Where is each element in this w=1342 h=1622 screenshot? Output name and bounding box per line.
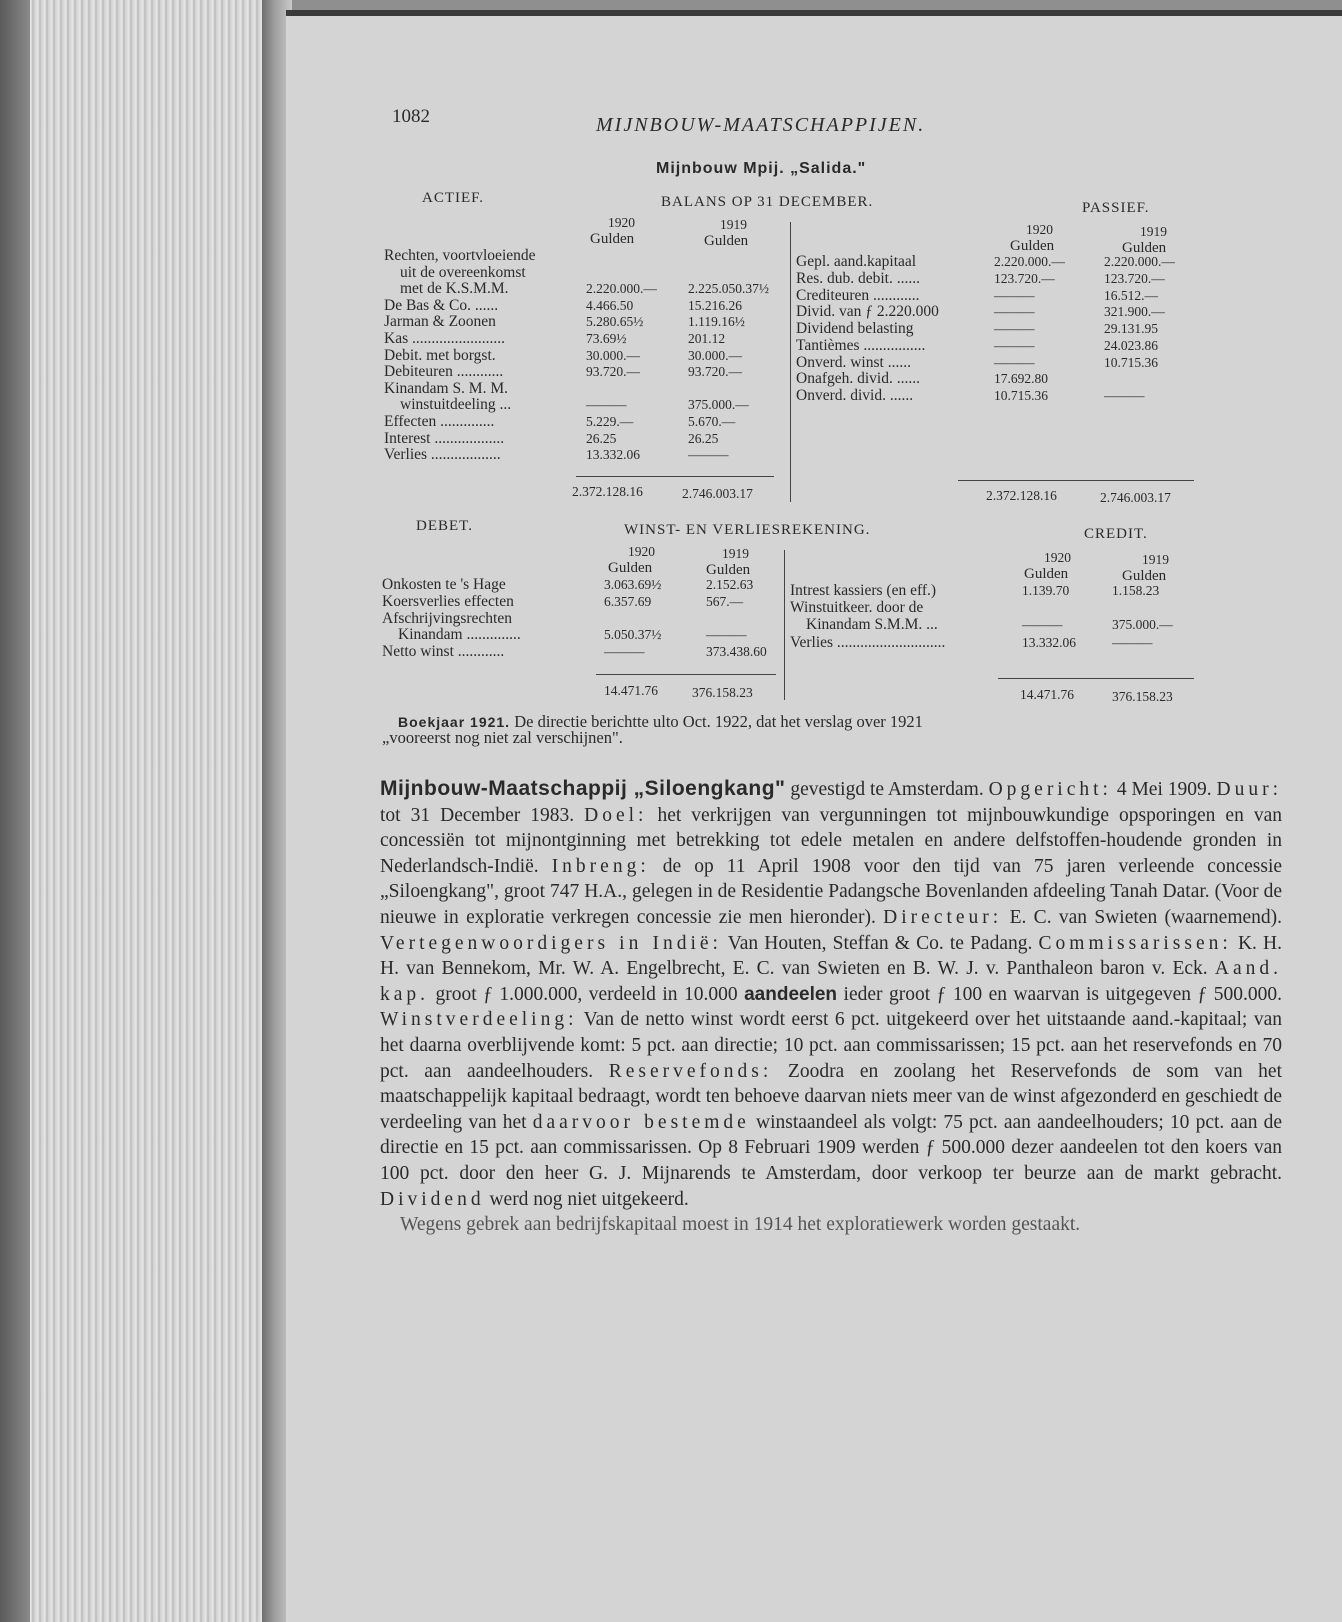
opgericht-label: Opgericht: bbox=[988, 779, 1112, 800]
passief-row-label: Divid. van ƒ 2.220.000 bbox=[796, 303, 939, 321]
siloengkang-article bbox=[380, 776, 1282, 1238]
debet-row-1920: ——— bbox=[604, 644, 645, 660]
passief-row-1919: ——— bbox=[1104, 388, 1145, 403]
commissarissen-value: K. H. H. van Bennekom, Mr. W. A. Engelbrecht, E. C. van Swieten en B. W. J. v. Panthaleon baron v. Eck. bbox=[380, 932, 1283, 980]
commissarissen-label: Commissarissen: bbox=[1038, 932, 1232, 954]
passief-row-label: Onverd. divid. ...... bbox=[796, 387, 914, 404]
passief-year-1920: 1920 bbox=[1026, 222, 1053, 237]
actief-row-label: Debiteuren ............ bbox=[384, 363, 504, 381]
credit-unit-1920: Gulden bbox=[1024, 566, 1069, 582]
doel-label: Doel: bbox=[584, 804, 648, 826]
opgericht-value: 4 Mei 1909. bbox=[1116, 779, 1212, 800]
daarvoor-label: daarvoor bestemde bbox=[532, 1111, 750, 1133]
debet-total-1919: 376.158.23 bbox=[692, 685, 753, 700]
passief-total-1920: 2.372.128.16 bbox=[986, 488, 1057, 503]
vertegenwoordigers-value: Van Houten, Steffan & Co. te Padang. bbox=[727, 932, 1033, 954]
passief-total-rule bbox=[958, 480, 1194, 481]
actief-row-label: Kinandam S. M. M. bbox=[384, 379, 508, 397]
passief-row-1920: 10.715.36 bbox=[994, 388, 1048, 403]
actief-row-label: Kas ........................ bbox=[384, 330, 505, 347]
actief-row-1920: 5.229.— bbox=[586, 414, 634, 429]
credit-row-1919: 375.000.— bbox=[1112, 617, 1173, 633]
passief-row-1919: 2.220.000.— bbox=[1104, 254, 1175, 269]
actief-row-label: Debit. met borgst. bbox=[384, 346, 496, 364]
actief-unit-1919: Gulden bbox=[704, 233, 749, 249]
credit-year-1919: 1919 bbox=[1142, 552, 1169, 567]
actief-year-1919: 1919 bbox=[720, 217, 747, 232]
passief-row-1919: 321.900.— bbox=[1104, 304, 1165, 320]
reservefonds-label: Reservefonds: bbox=[608, 1060, 773, 1082]
passief-unit-1920: Gulden bbox=[1010, 238, 1055, 254]
actief-row-1919: 93.720.— bbox=[688, 364, 742, 380]
debet-row-label: Onkosten te 's Hage bbox=[382, 576, 506, 593]
actief-row-1919: 26.25 bbox=[688, 430, 719, 446]
actief-row-1919: 30.000.— bbox=[688, 347, 742, 363]
passief-row-1919: 123.720.— bbox=[1104, 270, 1165, 286]
actief-row-label: De Bas & Co. ...... bbox=[384, 296, 499, 314]
debet-year-1920: 1920 bbox=[628, 544, 655, 559]
credit-total-1919: 376.158.23 bbox=[1112, 689, 1173, 704]
actief-total-rule bbox=[576, 476, 774, 477]
closing-paragraph: Wegens gebrek aan bedrijfskapitaal moest in 1914 het exploratiewerk worden gestaakt. bbox=[400, 1214, 1081, 1236]
debet-row-1919: 567.— bbox=[706, 593, 744, 609]
passief-row-label: Gepl. aand.kapitaal bbox=[796, 253, 917, 270]
debet-row-1919: ——— bbox=[706, 627, 747, 643]
debet-heading: DEBET. bbox=[416, 518, 473, 534]
actief-row-label: Rechten, voortvloeiende bbox=[384, 247, 536, 264]
credit-row-1920: 1.139.70 bbox=[1022, 583, 1070, 598]
actief-row-1920: 26.25 bbox=[586, 430, 617, 446]
boekjaar-text: De directie berichtte ulto Oct. 1922, dat het verslag over 1921 bbox=[514, 712, 923, 731]
actief-row-1919: 15.216.26 bbox=[688, 297, 742, 313]
actief-row-label: Effecten .............. bbox=[384, 413, 495, 430]
credit-row-1919: ——— bbox=[1112, 634, 1153, 650]
credit-row-label: Winstuitkeer. door de bbox=[790, 599, 924, 617]
passief-row-1920: 123.720.— bbox=[994, 270, 1055, 286]
duur-label: Duur: bbox=[1216, 779, 1283, 800]
debet-row-label: Kinandam .............. bbox=[398, 626, 521, 644]
actief-row-label: met de K.S.M.M. bbox=[400, 280, 509, 298]
running-head: MIJNBOUW-MAATSCHAPPIJEN. bbox=[596, 114, 926, 136]
winstverdeeling-label: Winstverdeeling: bbox=[380, 1009, 578, 1031]
reservefonds-value: Zoodra en zoolang het Reservefonds de som van het maatschappelijk kapitaal bedraagt, wordt ten behoeve daarvan niets meer van de winst afgezonderd en geschiedt de verdeeling van het bbox=[380, 1060, 1283, 1133]
debet-row-1920: 6.357.69 bbox=[604, 593, 652, 609]
balans-heading: BALANS OP 31 DECEMBER. bbox=[661, 194, 874, 210]
passief-heading: PASSIEF. bbox=[1082, 200, 1150, 216]
credit-unit-1919: Gulden bbox=[1122, 568, 1167, 584]
credit-row-1920: 13.332.06 bbox=[1022, 634, 1076, 650]
directeur-label: Directeur: bbox=[883, 906, 1003, 928]
book-page-edges bbox=[0, 0, 280, 1622]
passief-total-1919: 2.746.003.17 bbox=[1100, 490, 1171, 505]
passief-row-label: Dividend belasting bbox=[796, 320, 914, 337]
passief-row-1920: 2.220.000.— bbox=[994, 254, 1065, 269]
actief-row-1920: 93.720.— bbox=[586, 364, 640, 380]
passief-row-1920: ——— bbox=[994, 354, 1035, 370]
passief-row-label: Res. dub. debit. ...... bbox=[796, 269, 920, 287]
dividend-value: werd nog niet uitgekeerd. bbox=[489, 1188, 689, 1210]
actief-row-1919: 375.000.— bbox=[688, 397, 749, 413]
passief-row-label: Onverd. winst ...... bbox=[796, 353, 911, 371]
siloengkang-name: Mijnbouw-Maatschappij „Siloengkang" bbox=[380, 777, 786, 800]
debet-total-rule bbox=[596, 674, 776, 675]
daarvoor-value: winstaandeel als volgt: 75 pct. aan aandeelhouders; 10 pct. aan de directie en 15 pct. aan commissarissen. Op 8 Februari 1909 werden ƒ 500.000 dezer aandeelen tot den koers van 100 pct. door den heer G. J. Mijnarends te Amsterdam, door verkoop ter beurze aan de markt gebracht. bbox=[380, 1111, 1283, 1184]
passief-row-1920: ——— bbox=[994, 304, 1035, 320]
passief-row-1920: ——— bbox=[994, 287, 1035, 303]
actief-row-1920: 2.220.000.— bbox=[586, 281, 657, 297]
inbreng-label: Inbreng: bbox=[551, 855, 650, 877]
passief-unit-1919: Gulden bbox=[1122, 240, 1167, 256]
actief-row-label: uit de overeenkomst bbox=[400, 263, 526, 281]
actief-total-1920: 2.372.128.16 bbox=[572, 484, 643, 499]
credit-total-rule bbox=[998, 678, 1194, 679]
actief-row-1919: ——— bbox=[688, 447, 729, 463]
credit-total-1920: 14.471.76 bbox=[1020, 687, 1074, 702]
credit-row-1920: ——— bbox=[1022, 617, 1063, 633]
inbreng-value: de op 11 April 1908 voor den tijd van 75 jaren verleende concessie „Siloengkang", groot 747 H.A., gelegen in de Residentie Padangsche Bovenlanden afdeeling Tanah Datar. (Voor de nieuwe in exploratie verkregen concessie zie men hieronder). bbox=[380, 855, 1283, 928]
siloengkang-intro: gevestigd te Amsterdam. bbox=[790, 779, 984, 800]
debet-unit-1920: Gulden bbox=[608, 560, 653, 576]
actief-total-1919: 2.746.003.17 bbox=[682, 486, 753, 501]
actief-row-1920: 30.000.— bbox=[586, 347, 640, 363]
credit-heading: CREDIT. bbox=[1084, 526, 1148, 542]
actief-row-1920: 73.69½ bbox=[586, 331, 627, 346]
debet-row-1920: 5.050.37½ bbox=[604, 627, 662, 643]
page-number: 1082 bbox=[392, 106, 430, 127]
actief-row-1919: 1.119.16½ bbox=[688, 314, 745, 330]
winstverdeeling-value: Van de netto winst wordt eerst 6 pct. uitgekeerd over het uitstaande aand.-kapitaal; van het daarna overblijvende komt: 5 pct. aan directie; 10 pct. aan commissarissen; 15 pct. aan het reservefonds en 70 pct. aan aandeelhouders. bbox=[380, 1009, 1282, 1082]
actief-row-label: Interest .................. bbox=[384, 429, 505, 447]
duur-value: tot 31 December 1983. bbox=[380, 804, 575, 826]
debet-row-1919: 373.438.60 bbox=[706, 644, 767, 660]
actief-year-1920: 1920 bbox=[608, 215, 635, 230]
passief-row-1919: 29.131.95 bbox=[1104, 321, 1158, 336]
passief-row-1919: 24.023.86 bbox=[1104, 337, 1158, 353]
actief-row-label: winstuitdeeling ... bbox=[400, 396, 512, 414]
credit-row-label: Kinandam S.M.M. ... bbox=[806, 616, 938, 634]
passief-row-label: Tantièmes ................ bbox=[796, 336, 926, 354]
page-top-edge bbox=[286, 10, 1342, 16]
actief-row-1919: 5.670.— bbox=[688, 414, 736, 429]
credit-row-1919: 1.158.23 bbox=[1112, 583, 1160, 598]
passief-year-1919: 1919 bbox=[1140, 224, 1167, 239]
credit-row-label: Verlies ............................ bbox=[790, 633, 946, 651]
winst-heading: WINST- EN VERLIESREKENING. bbox=[624, 522, 871, 538]
actief-row-1920: 13.332.06 bbox=[586, 447, 640, 463]
actief-row-label: Verlies .................. bbox=[384, 446, 501, 464]
passief-row-1920: 17.692.80 bbox=[994, 371, 1048, 387]
actief-row-1920: ——— bbox=[586, 397, 627, 413]
credit-year-1920: 1920 bbox=[1044, 550, 1071, 565]
debet-row-1919: 2.152.63 bbox=[706, 577, 754, 592]
balans-divider bbox=[790, 222, 791, 502]
credit-row-label: Intrest kassiers (en eff.) bbox=[790, 582, 937, 599]
aandkap-value: groot ƒ 1.000.000, verdeeld in 10.000 bbox=[435, 983, 738, 1005]
debet-row-label: Netto winst ............ bbox=[382, 643, 505, 661]
debet-row-1920: 3.063.69½ bbox=[604, 577, 662, 592]
passief-row-label: Onafgeh. divid. ...... bbox=[796, 370, 920, 388]
debet-row-label: Koersverlies effecten bbox=[382, 592, 514, 610]
passief-row-label: Crediteuren ............ bbox=[796, 286, 920, 304]
boekjaar-text-2: „vooreerst nog niet zal verschijnen". bbox=[382, 728, 623, 747]
debet-year-1919: 1919 bbox=[722, 546, 749, 561]
actief-row-label: Jarman & Zoonen bbox=[384, 313, 496, 331]
actief-row-1920: 5.280.65½ bbox=[586, 314, 644, 330]
aandkap-label: Aand. kap. bbox=[380, 958, 1282, 1005]
debet-row-label: Afschrijvingsrechten bbox=[382, 609, 512, 627]
aandkap-value-2: ieder groot ƒ 100 en waarvan is uitgegeven ƒ 500.000. bbox=[843, 983, 1282, 1005]
passief-row-1919: 10.715.36 bbox=[1104, 354, 1158, 370]
debet-unit-1919: Gulden bbox=[706, 562, 751, 578]
boekjaar-label: Boekjaar 1921. bbox=[398, 714, 511, 730]
directeur-value: E. C. van Swieten (waarnemend). bbox=[1009, 906, 1283, 928]
actief-row-1919: 201.12 bbox=[688, 331, 726, 346]
book-page bbox=[286, 10, 1342, 1622]
passief-row-1920: ——— bbox=[994, 337, 1035, 353]
debet-total-1920: 14.471.76 bbox=[604, 683, 658, 698]
actief-heading: ACTIEF. bbox=[422, 190, 485, 206]
dividend-label: Dividend bbox=[380, 1188, 485, 1210]
passief-row-1919: 16.512.— bbox=[1104, 287, 1158, 303]
salida-title: Mijnbouw Mpij. „Salida." bbox=[656, 160, 867, 177]
actief-row-1919: 2.225.050.37½ bbox=[688, 281, 769, 297]
doel-value: het verkrijgen van vergunningen tot mijnbouwkundige opsporingen en van concessiën tot mijnontginning met betrekking tot edele metalen en andere delfstoffen-houdende gronden in Nederlandsch-Indië. bbox=[380, 804, 1282, 877]
aandeelen-word: aandeelen bbox=[744, 983, 838, 1005]
actief-row-1920: 4.466.50 bbox=[586, 297, 634, 313]
winst-divider bbox=[784, 550, 785, 700]
vertegenwoordigers-label: Vertegenwoordigers in Indië: bbox=[380, 932, 722, 954]
passief-row-1920: ——— bbox=[994, 321, 1035, 336]
actief-unit-1920: Gulden bbox=[590, 231, 635, 247]
